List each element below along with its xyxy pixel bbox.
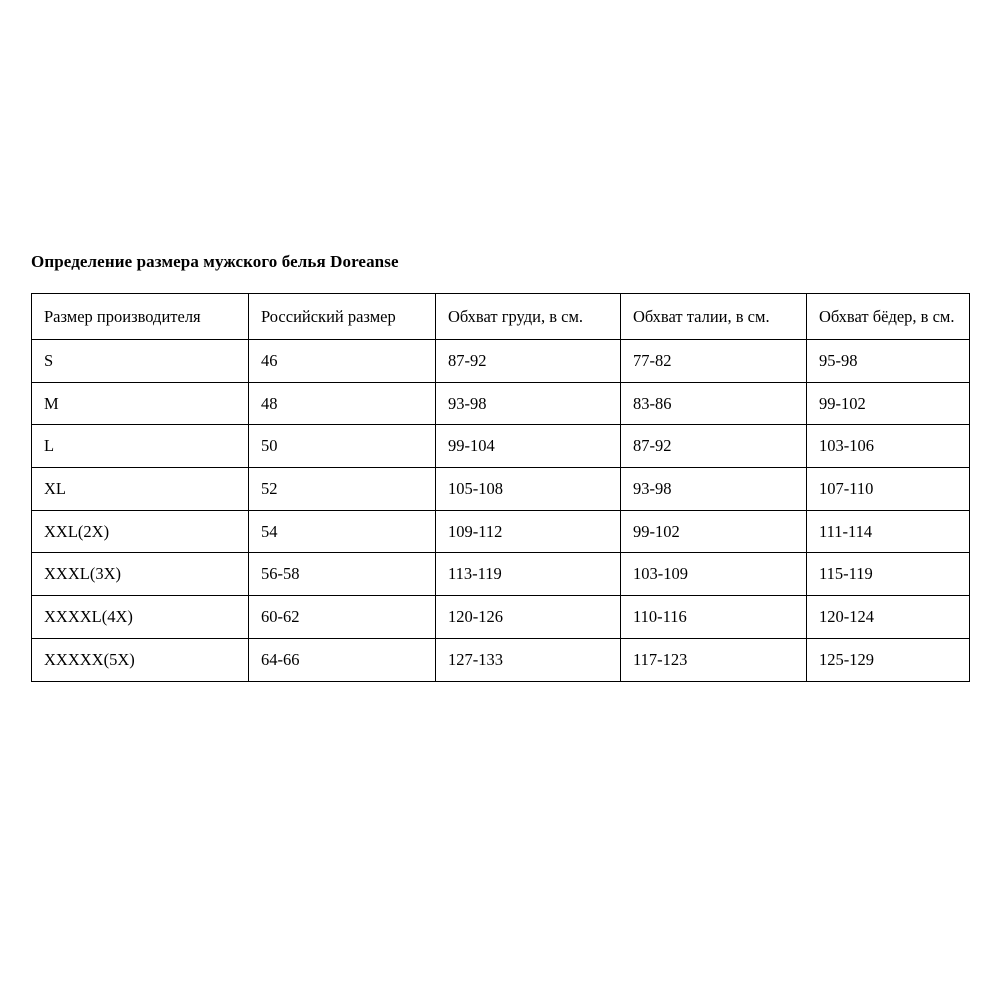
table-header-row [32, 294, 970, 340]
column-header-waist: Обхват талии, в см. [621, 294, 807, 340]
column-header-russian-size: Российский размер [249, 294, 436, 340]
size-chart-table [31, 293, 970, 682]
page-title: Определение размера мужского белья Doreanse [31, 252, 399, 271]
cell-hips: 103-106 [807, 425, 970, 468]
cell-manufacturer-size: M [32, 382, 249, 425]
cell-chest: 127-133 [436, 638, 621, 681]
cell-manufacturer-size: XL [32, 468, 249, 511]
cell-waist: 93-98 [621, 468, 807, 511]
table-row [32, 638, 970, 681]
cell-chest: 109-112 [436, 510, 621, 553]
cell-hips: 111-114 [807, 510, 970, 553]
cell-russian-size: 56-58 [249, 553, 436, 596]
cell-russian-size: 64-66 [249, 638, 436, 681]
cell-waist: 99-102 [621, 510, 807, 553]
cell-hips: 125-129 [807, 638, 970, 681]
cell-chest: 120-126 [436, 596, 621, 639]
table-row [32, 425, 970, 468]
column-header-manufacturer-size: Размер производителя [32, 294, 249, 340]
cell-hips: 120-124 [807, 596, 970, 639]
cell-russian-size: 54 [249, 510, 436, 553]
cell-russian-size: 60-62 [249, 596, 436, 639]
table-row [32, 510, 970, 553]
cell-chest: 87-92 [436, 340, 621, 383]
cell-russian-size: 48 [249, 382, 436, 425]
cell-russian-size: 46 [249, 340, 436, 383]
cell-waist: 103-109 [621, 553, 807, 596]
cell-chest: 93-98 [436, 382, 621, 425]
table-row [32, 382, 970, 425]
table-row [32, 468, 970, 511]
cell-chest: 105-108 [436, 468, 621, 511]
cell-manufacturer-size: XXL(2X) [32, 510, 249, 553]
cell-russian-size: 50 [249, 425, 436, 468]
cell-manufacturer-size: S [32, 340, 249, 383]
cell-chest: 99-104 [436, 425, 621, 468]
table-row [32, 340, 970, 383]
cell-russian-size: 52 [249, 468, 436, 511]
cell-manufacturer-size: XXXXL(4X) [32, 596, 249, 639]
cell-hips: 107-110 [807, 468, 970, 511]
cell-hips: 115-119 [807, 553, 970, 596]
cell-manufacturer-size: L [32, 425, 249, 468]
table-row [32, 596, 970, 639]
cell-waist: 110-116 [621, 596, 807, 639]
cell-hips: 99-102 [807, 382, 970, 425]
cell-waist: 77-82 [621, 340, 807, 383]
cell-manufacturer-size: XXXXX(5X) [32, 638, 249, 681]
cell-manufacturer-size: XXXL(3X) [32, 553, 249, 596]
column-header-chest: Обхват груди, в см. [436, 294, 621, 340]
table-row [32, 553, 970, 596]
column-header-hips: Обхват бёдер, в см. [807, 294, 970, 340]
cell-waist: 117-123 [621, 638, 807, 681]
cell-hips: 95-98 [807, 340, 970, 383]
cell-chest: 113-119 [436, 553, 621, 596]
cell-waist: 87-92 [621, 425, 807, 468]
cell-waist: 83-86 [621, 382, 807, 425]
